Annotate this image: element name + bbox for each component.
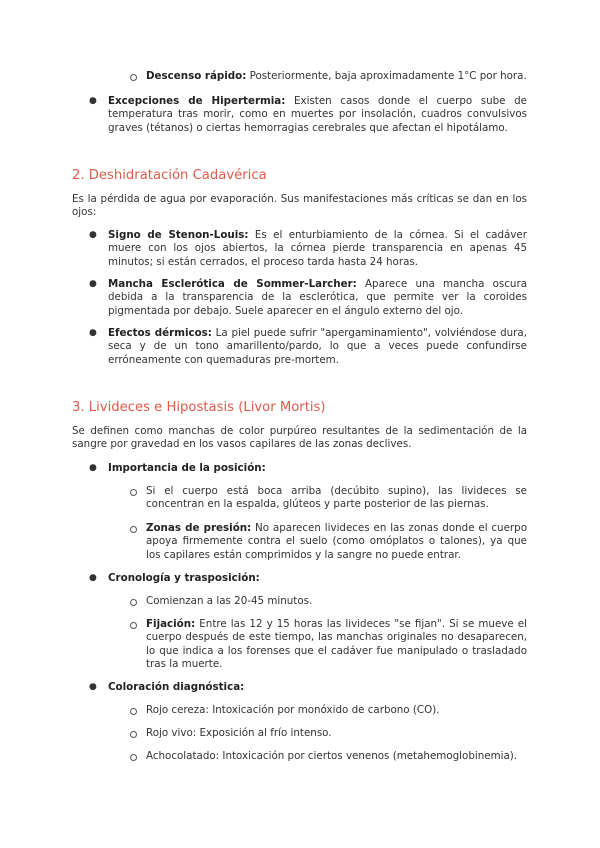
item-label: Importancia de la posición: xyxy=(108,462,266,474)
list-item xyxy=(108,462,527,475)
item-text: Existen casos donde el cuerpo sube de temperatura tras morir, como en muertes por insolación, cuadros convulsivos graves (tétanos) o ciertas hemorragias cerebrales que afectan el hipotálamo. xyxy=(108,95,527,134)
item-label: Descenso rápido: xyxy=(146,70,247,82)
list-item: Comienzan a las 20-45 minutos. xyxy=(146,595,313,607)
list-item: Si el cuerpo está boca arriba (decúbito supino), las livideces se concentran en la espalda, glúteos y parte posterior de las piernas. xyxy=(146,485,527,511)
list-item xyxy=(108,327,527,367)
section-intro: Se definen como manchas de color purpúreo resultantes de la sedimentación de la sangre por gravedad en los vasos capilares de las zonas declives. xyxy=(72,425,527,451)
list-item xyxy=(108,229,527,269)
circle-bullet-icon xyxy=(130,489,137,496)
item-text: Entre las 12 y 15 horas las livideces "se fijan". Si se mueve el cuerpo después de este tiempo, las manchas originales no desaparecen, lo que indica a los forenses que el cadáver fue manipulado o trasladado tras la muerte. xyxy=(146,618,527,670)
disc-bullet-icon: ● xyxy=(89,328,97,338)
disc-bullet-icon: ● xyxy=(89,96,97,106)
disc-bullet-icon: ● xyxy=(89,573,97,583)
item-label: Cronología y trasposición: xyxy=(108,572,260,584)
item-label: Excepciones de Hipertermia: xyxy=(108,95,286,107)
list-item xyxy=(146,70,527,83)
list-item: Rojo cereza: Intoxicación por monóxido de carbono (CO). xyxy=(146,704,440,716)
item-label: Coloración diagnóstica: xyxy=(108,681,245,693)
item-label: Mancha Esclerótica de Sommer-Larcher: xyxy=(108,278,357,290)
circle-bullet-icon xyxy=(130,526,137,533)
item-text: Es el enturbiamiento de la córnea. Si el cadáver muere con los ojos abiertos, la córnea pierde transparencia en apenas 45 minutos; si están cerrados, el proceso tarda hasta 24 horas. xyxy=(108,229,527,268)
item-label: Efectos dérmicos: xyxy=(108,327,212,339)
circle-bullet-icon xyxy=(130,622,137,629)
item-label: Signo de Stenon-Louis: xyxy=(108,229,249,241)
list-item xyxy=(146,522,527,562)
list-item xyxy=(108,572,527,585)
circle-bullet-icon xyxy=(130,74,137,81)
item-text: Aparece una mancha oscura debida a la transparencia de la esclerótica, que permite ver la coroides pigmentada por debajo. Suele aparecer en el ángulo externo del ojo. xyxy=(108,278,527,317)
circle-bullet-icon xyxy=(130,708,137,715)
list-item xyxy=(108,681,527,694)
list-item: Achocolatado: Intoxicación por ciertos venenos (metahemoglobinemia). xyxy=(146,750,518,762)
section-heading: 3. Livideces e Hipostasis (Livor Mortis) xyxy=(72,400,326,415)
item-label: Fijación: xyxy=(146,618,196,630)
item-label: Zonas de presión: xyxy=(146,522,252,534)
disc-bullet-icon: ● xyxy=(89,230,97,240)
list-item xyxy=(146,618,527,671)
section-heading: 2. Deshidratación Cadavérica xyxy=(72,168,267,183)
circle-bullet-icon xyxy=(130,731,137,738)
circle-bullet-icon xyxy=(130,599,137,606)
item-text: Posteriormente, baja aproximadamente 1°C por hora. xyxy=(246,70,527,82)
disc-bullet-icon: ● xyxy=(89,279,97,289)
list-item: Rojo vivo: Exposición al frío intenso. xyxy=(146,727,332,739)
circle-bullet-icon xyxy=(130,754,137,761)
item-text: La piel puede sufrir "apergaminamiento", volviéndose dura, seca y de un tono amarillento/pardo, lo que a veces puede confundirse erróneamente con quemaduras pre-mortem. xyxy=(108,327,527,366)
disc-bullet-icon: ● xyxy=(89,682,97,692)
section-intro: Es la pérdida de agua por evaporación. Sus manifestaciones más críticas se dan en los ojos: xyxy=(72,193,527,219)
disc-bullet-icon: ● xyxy=(89,463,97,473)
list-item xyxy=(108,95,527,135)
item-text: No aparecen livideces en las zonas donde el cuerpo apoya firmemente contra el suelo (como omóplatos o talones), ya que los capilares están comprimidos y la sangre no puede entrar. xyxy=(146,522,527,561)
list-item xyxy=(108,278,527,318)
